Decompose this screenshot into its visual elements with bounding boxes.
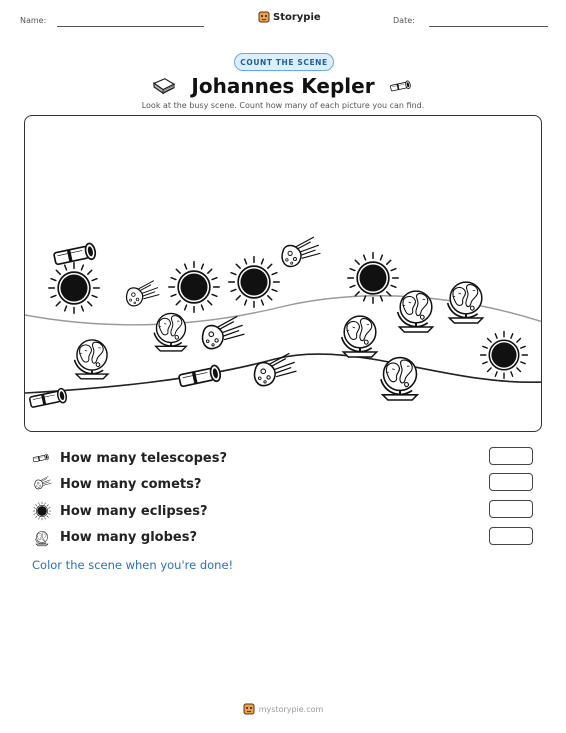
scene-illustration (25, 116, 542, 432)
question-row (32, 501, 208, 521)
eclipse-icon (169, 262, 219, 312)
comet-icon (127, 281, 159, 306)
telescope-icon (178, 365, 221, 389)
globe-icon (398, 291, 433, 332)
name-label: Name: (20, 16, 47, 25)
name-line[interactable] (57, 26, 204, 27)
question-row (32, 527, 197, 547)
answer-box-eclipses[interactable] (489, 500, 533, 518)
footer-url: mystorypie.com (258, 704, 324, 714)
telescope-icon (389, 79, 415, 93)
question-text: How many comets? (60, 476, 202, 492)
mascot-icon (258, 11, 270, 23)
date-label: Date: (393, 16, 415, 25)
comet-icon (282, 237, 320, 266)
globe-icon (448, 282, 483, 323)
answer-box-globes[interactable] (489, 527, 533, 545)
book-icon (151, 76, 177, 96)
date-line[interactable] (429, 26, 548, 27)
question-row (32, 474, 201, 494)
brand-logo (258, 11, 321, 23)
instruction-text: Look at the busy scene. Count how many of each picture you can find. (141, 101, 425, 110)
eclipse-icon (229, 257, 279, 307)
globe-icon (75, 340, 108, 379)
telescope-icon (32, 452, 52, 464)
title-row (0, 72, 566, 100)
question-row (32, 448, 227, 468)
mascot-icon (243, 703, 255, 715)
globe-icon (32, 527, 52, 547)
brand-name: Storypie (273, 11, 321, 23)
page-title: Johannes Kepler (191, 74, 375, 98)
eclipse-icon (32, 501, 52, 521)
comet-icon (203, 317, 244, 349)
answer-box-telescopes[interactable] (489, 447, 533, 465)
eclipse-icon (49, 263, 99, 313)
activity-badge: COUNT THE SCENE (234, 53, 334, 71)
globe-icon (381, 358, 417, 400)
scene-frame (24, 115, 542, 432)
color-instruction: Color the scene when you're done! (32, 558, 234, 572)
question-text: How many globes? (60, 529, 198, 545)
answer-box-comets[interactable] (489, 473, 533, 491)
comet-icon (32, 475, 52, 493)
eclipse-icon (481, 332, 528, 379)
question-text: How many telescopes? (60, 450, 228, 466)
question-text: How many eclipses? (60, 503, 208, 519)
footer (0, 703, 566, 715)
globe-icon (342, 316, 377, 357)
telescope-icon (53, 243, 96, 267)
globe-icon (154, 313, 186, 350)
